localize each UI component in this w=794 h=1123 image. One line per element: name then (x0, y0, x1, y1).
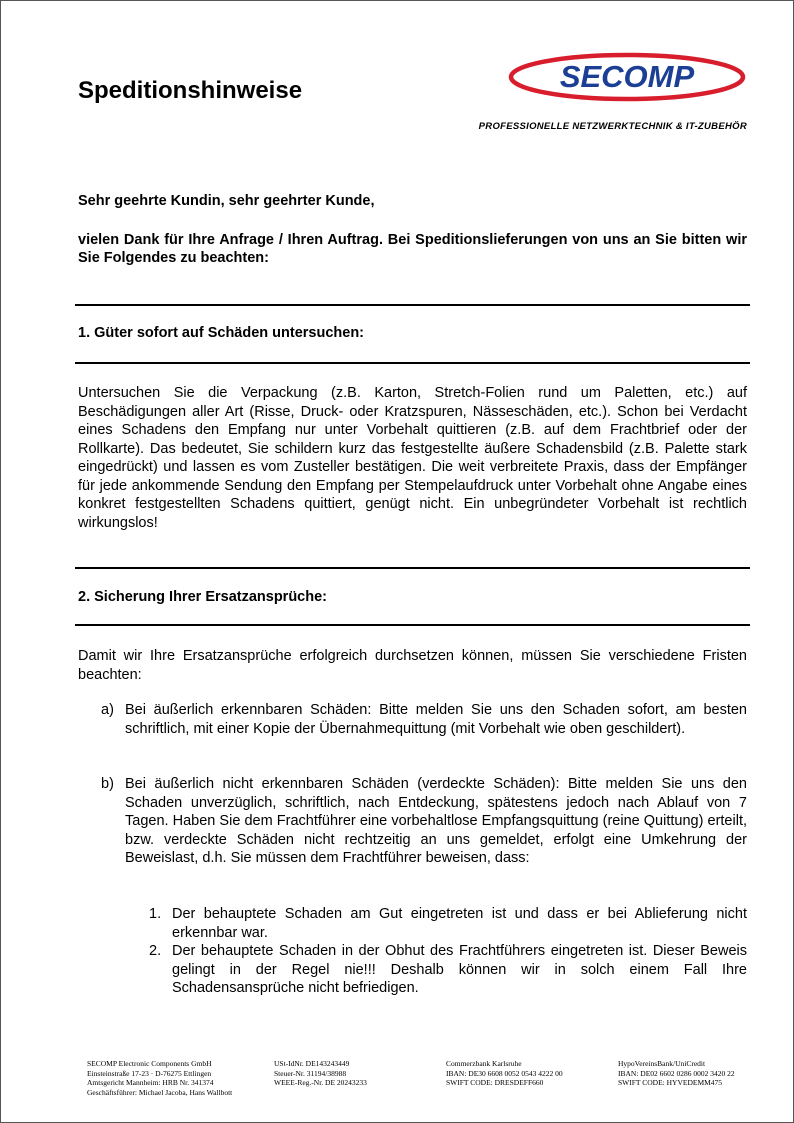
list-marker: 1. (149, 906, 162, 922)
footer-company-info (87, 1059, 232, 1097)
footer-line: IBAN: DE02 6602 0286 0002 3420 22 (618, 1068, 735, 1078)
section-2-title: 2. Sicherung Ihrer Ersatzansprüche: (78, 589, 327, 605)
footer-line: SWIFT CODE: DRESDEFF660 (446, 1078, 544, 1087)
divider (75, 624, 750, 626)
section-1-title: 1. Güter sofort auf Schäden untersuchen: (78, 325, 365, 341)
footer-bank-1 (446, 1059, 563, 1088)
list-item-text: Der behauptete Schaden in der Obhut des Frachtführers eingetreten ist. Dieser Beweis gelingt in der Regel nie!!! Deshalb können wir in solch einem Fall Ihre Schadensansprüche nicht befriedigen. (172, 943, 747, 996)
footer-line: Geschäftsführer: Michael Jacoba, Hans Wallbott (87, 1087, 233, 1097)
list-item-text: Bei äußerlich nicht erkennbaren Schäden (verdeckte Schäden): Bitte melden Sie uns den Schaden unverzüglich, schriftlich, nach Entdeckung, spätestens jedoch nach Ablauf von 7 Tagen. Haben Sie dem Frachtführer eine vorbehaltlose Empfangsquittung (reine Quittung) erteilt, bzw. verdeckte Schäden nicht rechtzeitig an uns gemeldet, erfolgt eine Umkehrung der Beweislast, d.h. Sie müssen dem Frachtführer beweisen, dass: (125, 776, 747, 866)
footer-line: Amtsgericht Mannheim: HRB Nr. 341374 (87, 1078, 214, 1087)
list-item (101, 775, 747, 868)
intro-paragraph: vielen Dank für Ihre Anfrage / Ihren Auftrag. Bei Speditionslieferungen von uns an Sie bitten wir Sie Folgendes zu beachten: (78, 232, 747, 266)
footer-line: IBAN: DE30 6608 0052 0543 4222 00 (446, 1068, 563, 1078)
footer-line: Commerzbank Karlsruhe (446, 1059, 522, 1068)
footer-line: SECOMP Electronic Components GmbH (87, 1059, 212, 1068)
section-2-intro: Damit wir Ihre Ersatzansprüche erfolgreich durchsetzen können, müssen Sie verschiedene Fristen beachten: (78, 648, 747, 683)
footer-line: WEEE-Reg.-Nr. DE 20243233 (274, 1078, 367, 1087)
footer-line: HypoVereinsBank/UniCredit (618, 1059, 706, 1068)
divider (75, 362, 750, 364)
company-tagline: PROFESSIONELLE NETZWERKTECHNIK & IT-ZUBEHÖR (478, 121, 747, 132)
list-marker: 2. (149, 943, 162, 959)
list-marker: b) (101, 776, 114, 792)
footer-line: Steuer-Nr. 31194/38988 (274, 1068, 347, 1078)
list-item-text: Bei äußerlich erkennbaren Schäden: Bitte melden Sie uns den Schaden sofort, am besten schriftlich, mit einer Kopie der Übernahmequittung (mit Vorbehalt wie oben geschildert). (125, 702, 747, 737)
secomp-logo-icon (507, 51, 747, 103)
footer-bank-2 (618, 1059, 735, 1088)
list-item-text: Der behauptete Schaden am Gut eingetreten ist und dass er bei Ablieferung nicht erkennbar war. (172, 906, 747, 941)
list-marker: a) (101, 702, 114, 718)
footer-tax-info (274, 1059, 367, 1088)
list-item (101, 701, 747, 738)
sub-list-item (149, 905, 747, 942)
footer-line: SWIFT CODE: HYVEDEMM475 (618, 1078, 723, 1087)
divider (75, 304, 750, 306)
section-1-body: Untersuchen Sie die Verpackung (z.B. Karton, Stretch-Folien rund um Paletten, etc.) auf Beschädigungen aller Art (Risse, Druck- oder Kratzspuren, Nässeschäden, etc.). Schon bei Verdacht eines Schadens den Empfang nur unter Vorbehalt quittieren (z.B. auf dem Frachtbrief oder der Rollkarte). Das bedeutet, Sie schildern kurz das festgestellte äußere Schadensbild (z.B. Palette stark eingedrückt) und lassen es vom Zusteller bestätigen. Die weit verbreitete Praxis, dass der Empfänger für jede ankommende Sendung den Empfang per Stempelaufdruck unter Vorbehalt ohne Angabe eines konkret festgestellten Schadens quittiert, genügt nicht. Ein unbegründeter Vorbehalt ist rechtlich wirkungslos! (78, 385, 747, 531)
footer-line: USt-IdNr. DE143243449 (274, 1059, 350, 1068)
logo-text: SECOMP (559, 59, 695, 94)
secomp-logo (507, 51, 747, 103)
footer-line: Einsteinstraße 17-23 · D-76275 Ettlingen (87, 1068, 212, 1078)
divider (75, 567, 750, 569)
page-title: Speditionshinweise (78, 77, 303, 104)
salutation: Sehr geehrte Kundin, sehr geehrter Kunde, (78, 193, 375, 209)
sub-list-item (149, 942, 747, 998)
